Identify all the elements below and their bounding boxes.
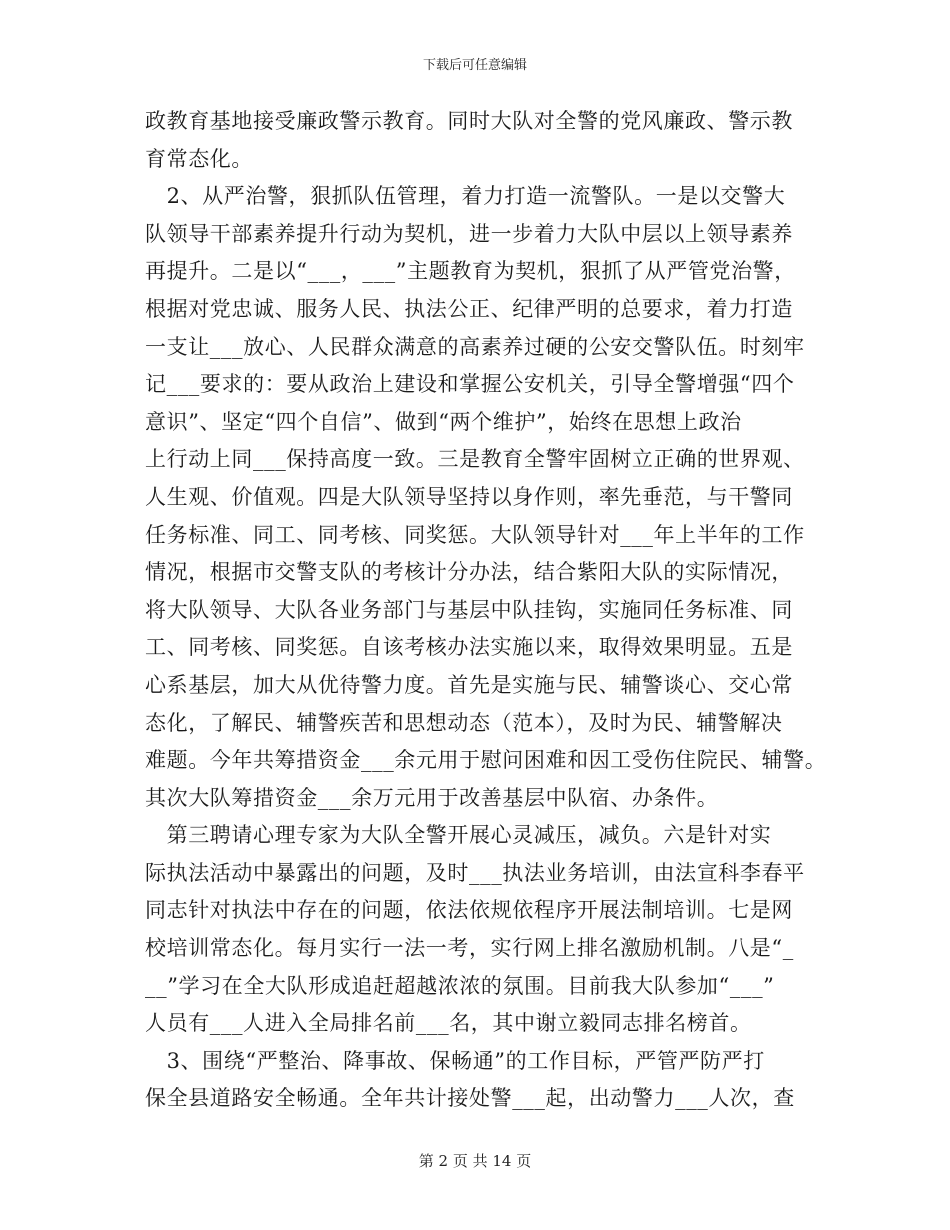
text-line: 人生观、价值观。四是大队领导坚持以身作则，率先垂范，与干警同 <box>145 484 793 509</box>
text-line: 一支让___放心、人民群众满意的高素养过硬的公安交警队伍。时刻牢 <box>145 334 805 359</box>
document-body <box>145 103 825 1118</box>
text-line: 再提升。二是以“___，___”主题教育为契机，狠抓了从严管党治警， <box>145 259 796 284</box>
text-line: 上行动上同___保持高度一致。三是教育全警牢固树立正确的世界观、 <box>145 447 805 472</box>
text-line: 保全县道路安全畅通。全年共计接处警___起，出动警力___人次，查 <box>145 1086 795 1111</box>
text-line: 态化，了解民、辅警疾苦和思想动态（范本），及时为民、辅警解决 <box>145 710 783 735</box>
text-line: __”学习在全大队形成追赶超越浓浓的氛围。目前我大队参加“___” <box>145 973 775 998</box>
page-header: 下载后可任意编辑 <box>422 58 527 73</box>
text-line: 人员有___人进入全局排名前___名，其中谢立毅同志排名榜首。 <box>145 1011 752 1036</box>
text-line: 队领导干部素养提升行动为契机，进一步着力大队中层以上领导素养 <box>145 221 793 246</box>
text-line: 根据对党忠诚、服务人民、执法公正、纪律严明的总要求，着力打造 <box>145 296 793 321</box>
text-line: 心系基层，加大从优待警力度。首先是实施与民、辅警谈心、交心常 <box>145 672 793 697</box>
page-footer: 第 2 页 共 14 页 <box>418 1152 532 1170</box>
text-line: 任务标准、同工、同考核、同奖惩。大队领导针对___年上半年的工作 <box>145 522 805 547</box>
text-line: 3、围绕“严整治、降事故、保畅通”的工作目标，严管严防严打 <box>145 1048 765 1073</box>
text-line: 情况，根据市交警支队的考核计分办法，结合紫阳大队的实际情况， <box>145 560 793 585</box>
text-line: 政教育基地接受廉政警示教育。同时大队对全警的党风廉政、警示教 <box>145 109 793 133</box>
text-line: 工、同考核、同奖惩。自该考核办法实施以来，取得效果明显。五是 <box>145 635 793 660</box>
text-line: 难题。今年共筹措资金___余元用于慰问困难和因工受伤住院民、辅警。 <box>145 748 827 773</box>
text-line: 同志针对执法中存在的问题，依法依规依程序开展法制培训。七是网 <box>145 898 793 923</box>
text-line: 育常态化。 <box>145 146 253 171</box>
text-line: 际执法活动中暴露出的问题，及时___执法业务培训，由法宣科李春平 <box>145 860 805 885</box>
text-line: 其次大队筹措资金___余万元用于改善基层中队宿、办条件。 <box>145 785 719 810</box>
text-line: 第三聘请心理专家为大队全警开展心灵减压，减负。六是针对实 <box>145 823 772 848</box>
text-line: 2、从严治警，狠抓队伍管理，着力打造一流警队。一是以交警大 <box>145 184 786 209</box>
text-line: 记___要求的：要从政治上建设和掌握公安机关，引导全警增强“四个 <box>145 372 795 397</box>
text-line: 校培训常态化。每月实行一法一考，实行网上排名激励机制。八是“_ <box>145 936 794 961</box>
text-line: 意识”、坚定“四个自信”、做到“两个维护”，始终在思想上政治 <box>145 409 742 434</box>
text-line: 将大队领导、大队各业务部门与基层中队挂钩，实施同任务标准、同 <box>145 597 793 622</box>
